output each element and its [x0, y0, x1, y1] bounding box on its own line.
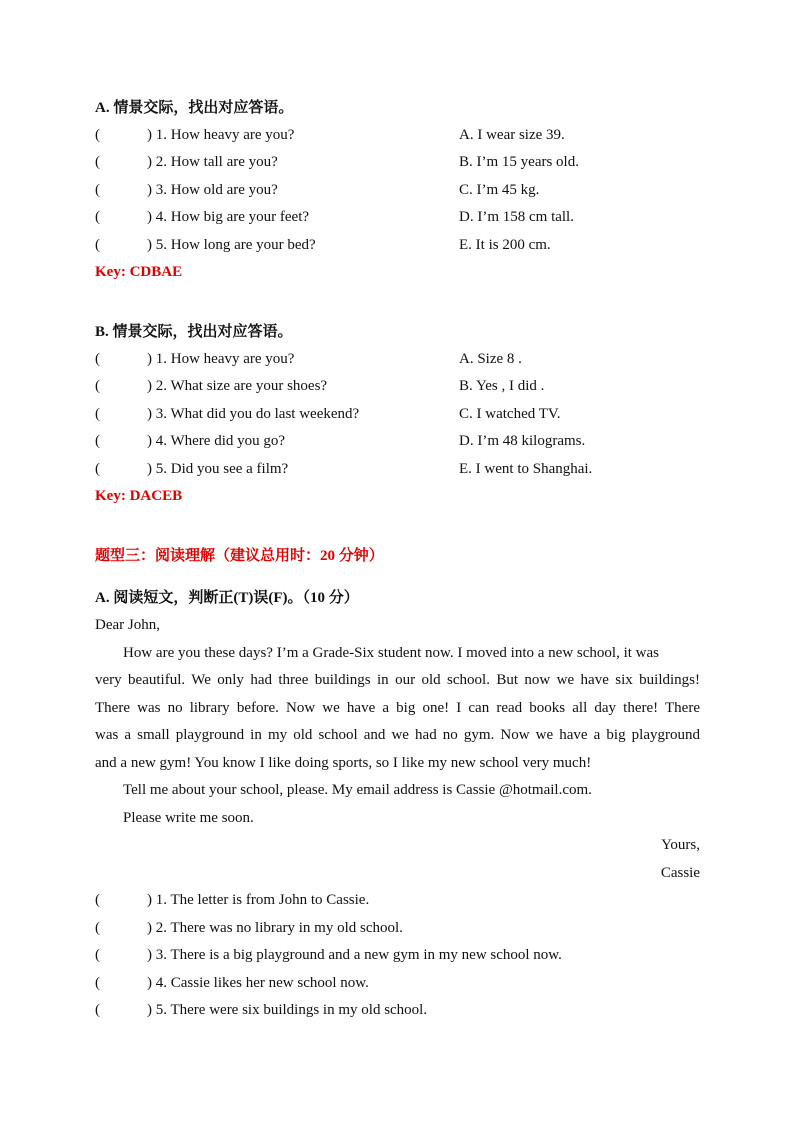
answer-option: C. I’m 45 kg.	[459, 182, 540, 198]
letter-text: How are you these days? I’m a Grade-Six student now. I moved into a new school, it was	[123, 645, 659, 661]
answer-blank-open: (	[95, 975, 100, 991]
section-b-question-5	[95, 461, 700, 483]
question-text: ) 1. How heavy are you?	[147, 127, 295, 143]
question-text: ) 2. What size are your shoes?	[147, 378, 328, 394]
answer-blank-open: (	[95, 892, 100, 908]
reading-question-5	[95, 1002, 700, 1024]
letter-line-1	[123, 645, 700, 662]
answer-blank-open: (	[95, 378, 100, 394]
part-3-title: 题型三：阅读理解（建议总用时：20 分钟）	[95, 548, 384, 564]
answer-blank-open: (	[95, 237, 100, 253]
letter-line-5: and a new gym! You know I like doing sports, so I like my new school very much!	[95, 755, 592, 771]
question-text: ) 5. How long are your bed?	[147, 237, 316, 253]
letter-greeting: Dear John,	[95, 617, 160, 633]
reading-question-2	[95, 920, 700, 942]
question-text: ) 4. Cassie likes her new school now.	[147, 975, 369, 991]
answer-blank-open: (	[95, 209, 100, 225]
letter-line-2: very beautiful. We only had three buildings in our old school. But now we have six buildings!	[95, 672, 700, 688]
section-a-question-4	[95, 209, 700, 231]
answer-blank-open: (	[95, 461, 100, 477]
answer-option: B. Yes , I did .	[459, 378, 545, 394]
question-text: ) 3. What did you do last weekend?	[147, 406, 360, 422]
answer-blank-open: (	[95, 1002, 100, 1018]
letter-signature: Cassie	[660, 865, 700, 881]
letter-paragraph-2: Tell me about your school, please. My email address is Cassie @hotmail.com.	[123, 782, 592, 798]
question-text: ) 2. How tall are you?	[147, 154, 278, 170]
answer-blank-open: (	[95, 154, 100, 170]
section-a-question-2	[95, 154, 700, 176]
question-text: ) 5. There were six buildings in my old school.	[147, 1002, 428, 1018]
question-text: ) 1. The letter is from John to Cassie.	[147, 892, 370, 908]
reading-question-3	[95, 947, 700, 969]
answer-blank-open: (	[95, 182, 100, 198]
answer-blank-open: (	[95, 127, 100, 143]
question-text: ) 4. Where did you go?	[147, 433, 286, 449]
question-text: ) 2. There was no library in my old school.	[147, 920, 403, 936]
letter-line-3: There was no library before. Now we have a big one! I can read books all day there! There	[95, 700, 700, 716]
section-a-question-3	[95, 182, 700, 204]
reading-question-4	[95, 975, 700, 997]
letter-closing: Yours,	[661, 837, 700, 853]
answer-blank-open: (	[95, 406, 100, 422]
answer-option: E. I went to Shanghai.	[459, 461, 593, 477]
answer-blank-open: (	[95, 947, 100, 963]
section-b-question-3	[95, 406, 700, 428]
answer-option: A. Size 8 .	[459, 351, 522, 367]
section-b-answer-key: Key: DACEB	[95, 488, 183, 504]
answer-option: C. I watched TV.	[459, 406, 561, 422]
answer-option: D. I’m 48 kilograms.	[459, 433, 586, 449]
section-b-title: B. 情景交际，找出对应答语。	[95, 324, 293, 340]
section-b-question-1	[95, 351, 700, 373]
reading-section-title: A. 阅读短文，判断正(T)误(F)。（10 分）	[95, 590, 359, 606]
question-text: ) 3. There is a big playground and a new gym in my new school now.	[147, 947, 562, 963]
section-a-answer-key: Key: CDBAE	[95, 264, 183, 280]
section-b-question-2	[95, 378, 700, 400]
question-text: ) 3. How old are you?	[147, 182, 278, 198]
answer-option: E. It is 200 cm.	[459, 237, 551, 253]
answer-option: A. I wear size 39.	[459, 127, 565, 143]
answer-option: D. I’m 158 cm tall.	[459, 209, 574, 225]
section-a-question-5	[95, 237, 700, 259]
question-text: ) 1. How heavy are you?	[147, 351, 295, 367]
section-a-title: A. 情景交际，找出对应答语。	[95, 100, 294, 116]
letter-line-4: was a small playground in my old school and we had no gym. Now we have a big playground	[95, 727, 700, 743]
answer-blank-open: (	[95, 433, 100, 449]
question-text: ) 5. Did you see a film?	[147, 461, 289, 477]
section-b-question-4	[95, 433, 700, 455]
answer-option: B. I’m 15 years old.	[459, 154, 579, 170]
answer-blank-open: (	[95, 920, 100, 936]
section-a-question-1	[95, 127, 700, 149]
letter-paragraph-3: Please write me soon.	[123, 810, 254, 826]
answer-blank-open: (	[95, 351, 100, 367]
reading-question-1	[95, 892, 700, 914]
question-text: ) 4. How big are your feet?	[147, 209, 310, 225]
